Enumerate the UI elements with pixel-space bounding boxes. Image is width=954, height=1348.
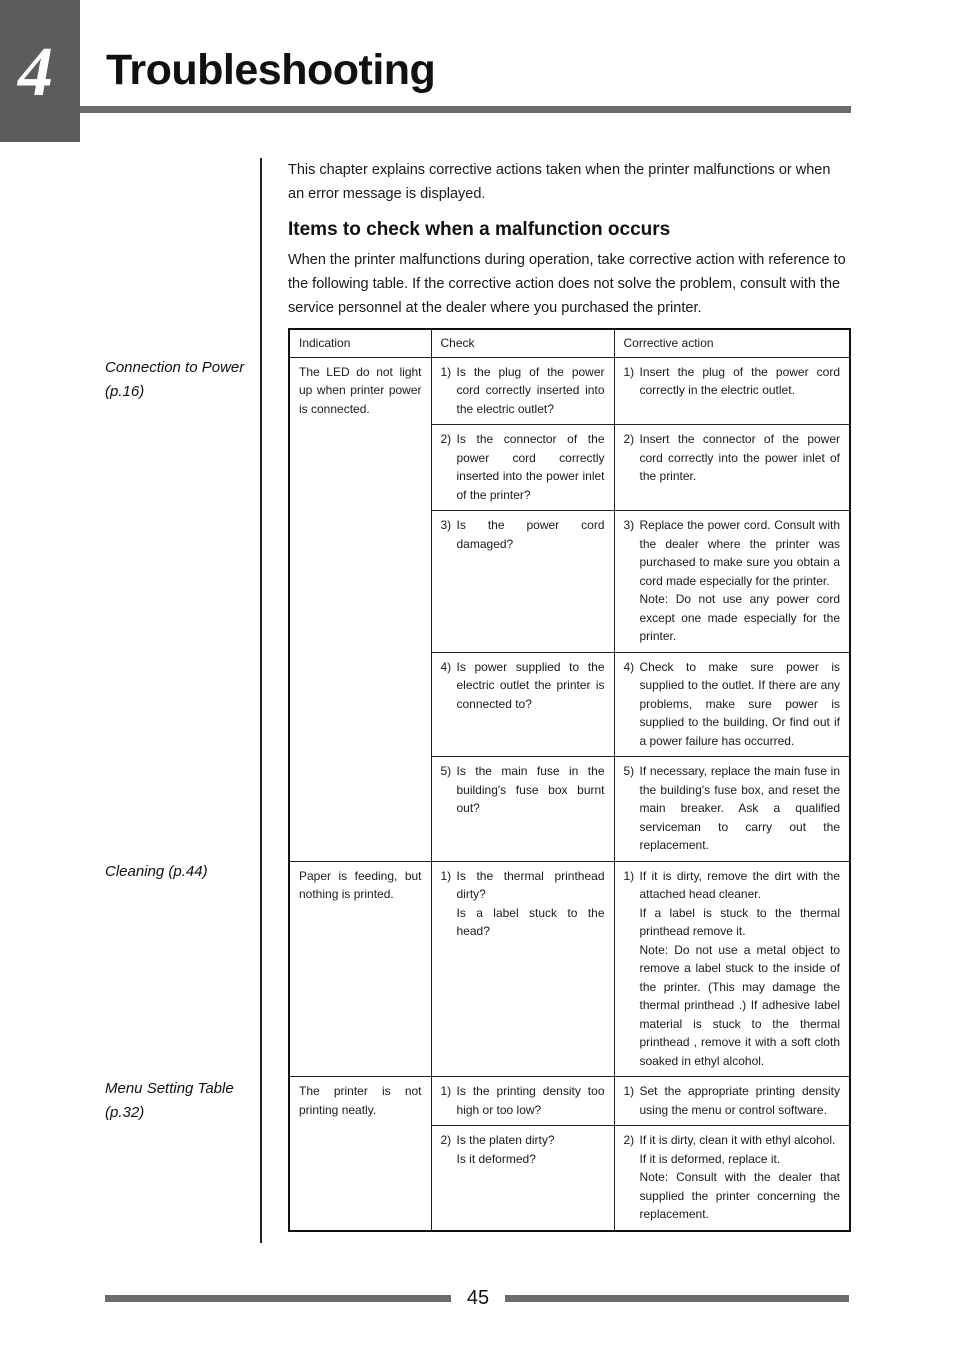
indication-text: Paper is feeding, but nothing is printed. xyxy=(299,868,422,901)
page-title: Troubleshooting xyxy=(106,46,436,94)
corrective-action-cell xyxy=(614,425,850,511)
section-paragraph: When the printer malfunctions during operation, take corrective action with reference to the following table. If the corrective action does not solve the problem, consult with the service personnel at the dealer where you purchased the printer. xyxy=(288,252,846,316)
text-line: If a label is stuck to the thermal printhead remove it. xyxy=(639,905,840,938)
action-text xyxy=(640,762,841,855)
indication-cell xyxy=(289,1077,431,1231)
table-header-row xyxy=(289,329,850,357)
footer-rule-left xyxy=(105,1295,451,1302)
corrective-action-cell xyxy=(614,1126,850,1231)
check-text xyxy=(457,658,605,714)
margin-divider xyxy=(260,158,262,1243)
item-number: 5) xyxy=(623,764,635,778)
check-text xyxy=(457,430,605,504)
text-line: Note: Do not use a metal object to remove a label stuck to the inside of the printer. (This may damage the thermal printhead .) If adhesive label material is stuck to the thermal printhead , remove it with a soft cloth soaked in ethyl alcohol. xyxy=(639,942,840,1068)
check-cell xyxy=(431,1077,614,1126)
text-line: Is the printing density too high or too low? xyxy=(456,1084,605,1117)
side-note-line: Menu Setting Table xyxy=(105,1080,234,1097)
text-line: Note: Do not use any power cord except one made especially for the printer. xyxy=(639,592,840,643)
intro-paragraph: This chapter explains corrective actions taken when the printer malfunctions or when an error message is displayed. xyxy=(288,162,831,202)
text-line: Is a label stuck to the head? xyxy=(456,905,605,938)
side-note-line: Connection to Power xyxy=(105,359,245,376)
action-text xyxy=(640,658,841,751)
troubleshooting-table xyxy=(288,328,851,1232)
indication-cell xyxy=(289,861,431,1077)
header-indication: Indication xyxy=(289,329,431,357)
check-cell xyxy=(431,357,614,425)
table-body xyxy=(289,357,850,1231)
item-number: 5) xyxy=(440,764,452,778)
corrective-action-cell xyxy=(614,652,850,757)
side-note-line: (p.32) xyxy=(105,1104,145,1121)
check-text xyxy=(457,1082,605,1119)
indication-cell xyxy=(289,357,431,861)
check-cell xyxy=(431,861,614,1077)
item-number: 2) xyxy=(440,1133,452,1147)
item-number: 1) xyxy=(623,364,635,379)
action-text xyxy=(640,430,841,486)
item-number: 4) xyxy=(623,659,635,674)
side-note-menu-setting xyxy=(105,1077,255,1125)
text-line: Is the platen dirty? xyxy=(456,1133,555,1147)
indication-text: The printer is not printing neatly. xyxy=(299,1084,422,1117)
table-row xyxy=(289,1077,850,1126)
table-row xyxy=(289,861,850,1077)
action-text xyxy=(640,363,841,400)
check-text xyxy=(457,363,605,419)
title-rule xyxy=(80,106,851,113)
text-line: Insert the plug of the power cord correctly in the electric outlet. xyxy=(639,364,840,397)
corrective-action-cell xyxy=(614,511,850,653)
text-line: If necessary, replace the main fuse in the building's fuse box, and reset the main breaker. Ask a qualified serviceman to carry out the replacement. xyxy=(639,764,840,852)
check-cell xyxy=(431,425,614,511)
item-number: 1) xyxy=(440,868,452,883)
action-text xyxy=(640,867,841,1071)
side-note-line: Cleaning (p.44) xyxy=(105,863,208,880)
check-cell xyxy=(431,757,614,862)
header-corrective-action: Corrective action xyxy=(614,329,850,357)
header-check: Check xyxy=(431,329,614,357)
text-line: Set the appropriate printing density using the menu or control software. xyxy=(639,1084,840,1117)
text-line: Is the power cord damaged? xyxy=(456,518,605,551)
check-cell xyxy=(431,652,614,757)
text-line: Is the connector of the power cord correctly inserted into the power inlet of the printer? xyxy=(456,432,605,502)
chapter-number: 4 xyxy=(18,34,53,111)
action-text xyxy=(640,1131,841,1224)
check-text xyxy=(457,516,605,553)
corrective-action-cell xyxy=(614,1077,850,1126)
item-number: 3) xyxy=(623,518,635,532)
check-cell xyxy=(431,1126,614,1231)
corrective-action-cell xyxy=(614,357,850,425)
section-heading: Items to check when a malfunction occurs xyxy=(288,219,671,240)
text-line: Is power supplied to the electric outlet the printer is connected to? xyxy=(456,659,605,711)
item-number: 1) xyxy=(440,1084,452,1098)
item-number: 1) xyxy=(623,1084,635,1098)
table-row xyxy=(289,357,850,425)
text-line: If it is deformed, replace it. xyxy=(639,1151,781,1166)
text-line: Is the plug of the power cord correctly inserted into the electric outlet? xyxy=(456,364,605,416)
text-line: Is the thermal printhead dirty? xyxy=(456,868,605,901)
action-text xyxy=(640,516,841,646)
item-number: 1) xyxy=(623,868,635,883)
check-cell xyxy=(431,511,614,653)
item-number: 3) xyxy=(440,518,452,532)
side-note-cleaning xyxy=(105,860,255,884)
text-line: Check to make sure power is supplied to the outlet. If there are any problems, make sure power is supplied to the building. Or find out if a power failure has occurred. xyxy=(639,659,840,748)
corrective-action-cell xyxy=(614,861,850,1077)
page-number: 45 xyxy=(466,1287,490,1309)
item-number: 2) xyxy=(623,432,635,446)
item-number: 1) xyxy=(440,364,452,379)
chapter-number-box xyxy=(0,0,80,142)
check-text xyxy=(457,1131,605,1168)
action-text xyxy=(640,1082,841,1119)
footer-rule-right xyxy=(505,1295,849,1302)
text-line: Note: Consult with the dealer that supplied the printer concerning the replacement. xyxy=(639,1170,840,1221)
item-number: 4) xyxy=(440,659,452,674)
text-line: Is it deformed? xyxy=(456,1151,536,1166)
check-text xyxy=(457,762,605,818)
indication-text: The LED do not light up when printer power is connected. xyxy=(299,364,422,416)
side-note-line: (p.16) xyxy=(105,383,145,400)
text-line: Is the main fuse in the building's fuse box burnt out? xyxy=(456,764,605,815)
text-line: If it is dirty, remove the dirt with the attached head cleaner. xyxy=(639,868,840,901)
text-line: Insert the connector of the power cord correctly into the power inlet of the printer. xyxy=(639,432,840,483)
side-note-connection xyxy=(105,356,255,404)
item-number: 2) xyxy=(623,1133,635,1147)
item-number: 2) xyxy=(440,432,452,446)
text-line: If it is dirty, clean it with ethyl alcohol. xyxy=(639,1133,836,1147)
check-text xyxy=(457,867,605,941)
corrective-action-cell xyxy=(614,757,850,862)
text-line: Replace the power cord. Consult with the dealer where the printer was purchased to make sure you obtain a cord made especially for the printer. xyxy=(639,518,840,588)
